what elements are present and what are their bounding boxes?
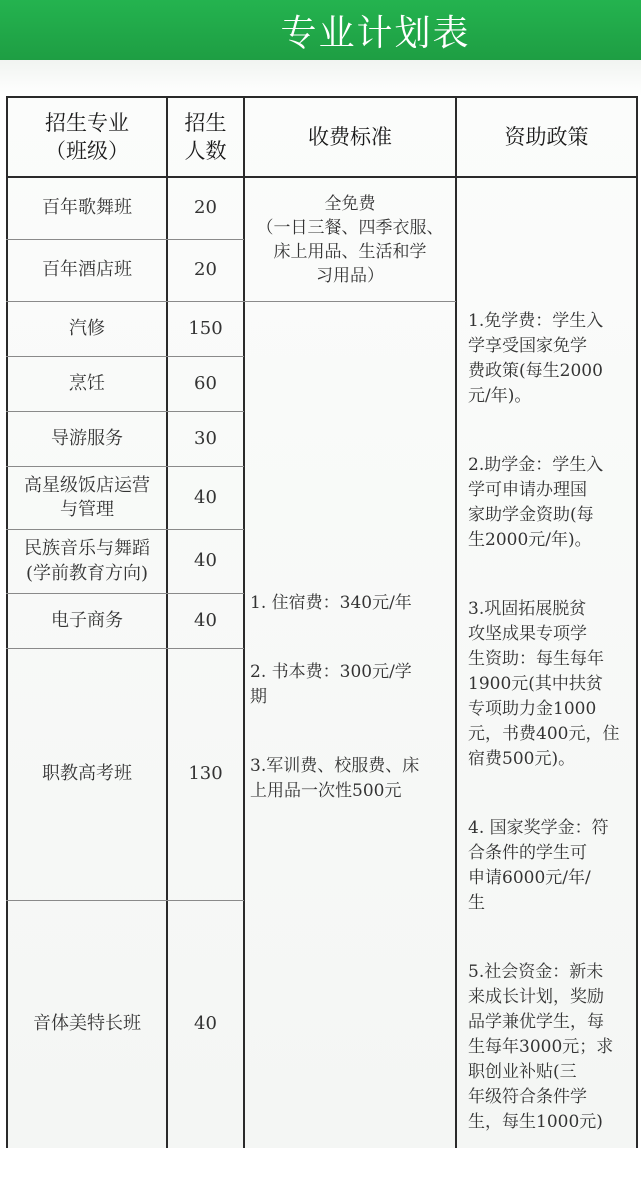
count-cell: 40 [194,1013,217,1035]
major-cell: 百年酒店班 [42,259,132,281]
major-cell: 民族音乐与舞蹈 (学前教育方向) [24,538,150,584]
header-major-sub: （班级） [45,139,129,163]
count-cell: 150 [188,317,223,339]
aid-item: 2.助学金：学生入 学可申请办理国 家助学金资助(每 生2000元/年)。 [468,455,604,550]
header-count-label: 招生 [184,110,227,135]
plan-table [6,96,638,1148]
table-border-right [636,96,638,1148]
count-cell: 40 [194,486,217,508]
major-cell: 音体美特长班 [33,1013,141,1035]
aid-item: 1.免学费：学生入 学享受国家免学 费政策(每生2000 元/年)。 [468,311,604,406]
major-cell: 导游服务 [51,427,123,449]
aid-item: 5.社会资金：新未 来成长计划，奖励 品学兼优学生，每 生每年3000元；求 职创业补贴(三 年级符合条件学 生，每生1000元) [468,962,614,1132]
count-cell: 30 [194,427,217,449]
header-aid: 资助政策 [504,124,589,149]
major-cell: 汽修 [69,317,105,339]
count-cell: 40 [194,550,217,572]
major-cell: 职教高考班 [42,763,132,785]
header-major-label: 招生专业 [45,110,129,135]
fee-free-detail: （一日三餐、四季衣服、 床上用品、生活和学 习用品） [256,217,444,286]
fee-free-title: 全免费 [324,193,376,214]
major-cell: 百年歌舞班 [42,197,132,219]
aid-item: 4. 国家奖学金：符 合条件的学生可 申请6000元/年/ 生 [468,818,609,913]
fee-items [250,566,452,848]
fee-item-books: 2. 书本费：300元/学 期 [250,662,412,707]
major-cell: 高星级饭店运营 与管理 [24,474,150,520]
fee-item-misc: 3.军训费、校服费、床 上用品一次性500元 [250,756,420,801]
page-title: 专业计划表 [280,12,471,54]
major-cell: 电子商务 [51,609,123,631]
header-major [8,98,166,176]
header-fee: 收费标准 [308,124,392,149]
count-cell: 60 [194,372,217,394]
fee-item-lodging: 1. 住宿费：340元/年 [250,593,412,613]
count-cell: 40 [194,609,217,631]
column-divider [455,96,457,1148]
header-count [168,98,243,176]
banner-shadow [0,60,641,96]
aid-item: 3.巩固拓展脱贫 攻坚成果专项学 生资助：每生每年 1900元(其中扶贫 专项助力金1000 元，书费400元，住 宿费500元)。 [468,599,620,769]
major-cell: 烹饪 [69,372,105,394]
header-count-sub: 人数 [184,139,227,163]
fee-free-cell [245,178,455,301]
count-cell: 20 [194,259,217,281]
count-cell: 130 [188,763,223,785]
count-cell: 20 [194,197,217,219]
aid-policies [468,284,632,1179]
